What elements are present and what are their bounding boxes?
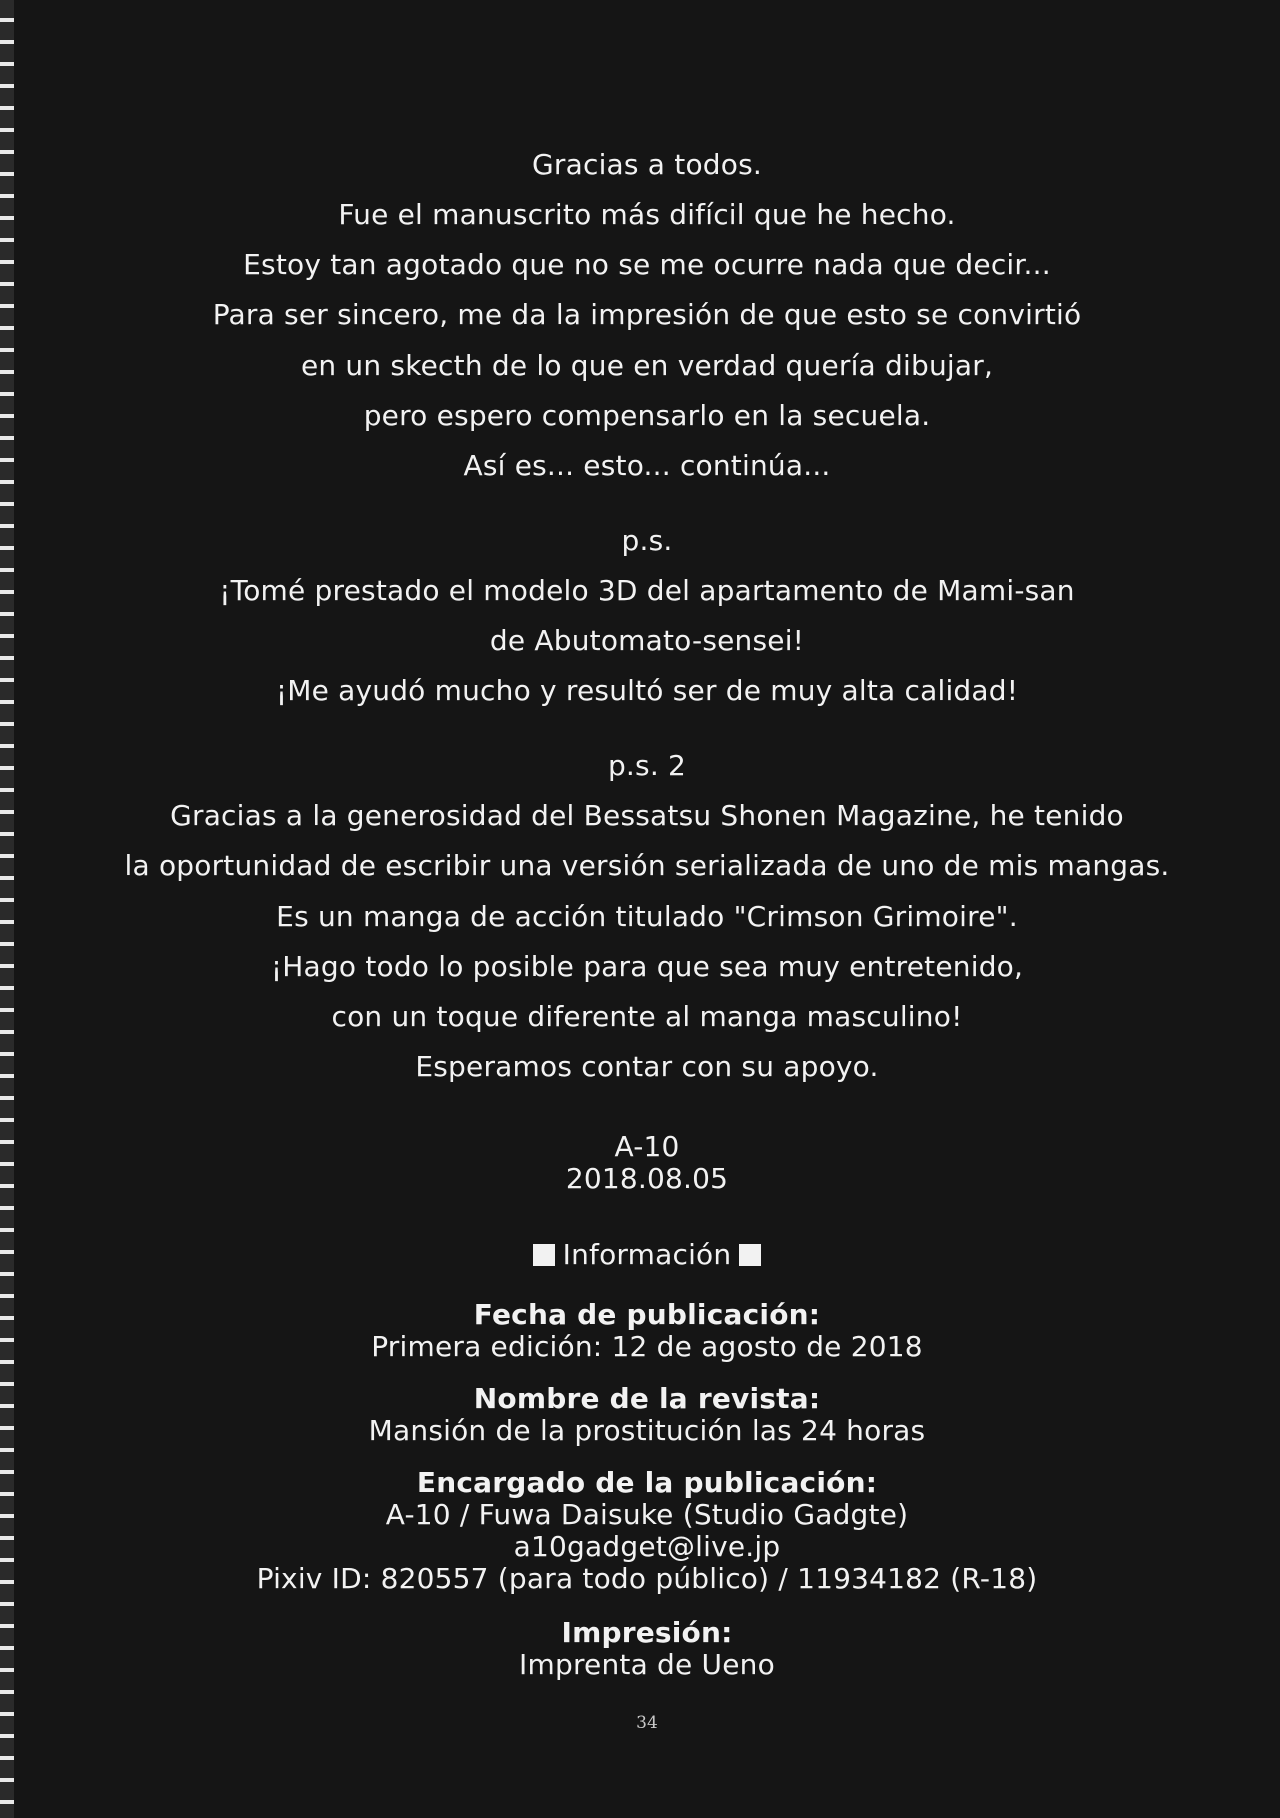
publication-date-label: Fecha de publicación: — [473, 1298, 821, 1331]
info-heading-label: Información — [562, 1238, 732, 1271]
signature-author: A-10 — [614, 1130, 680, 1163]
publisher-value: A-10 / Fuwa Daisuke (Studio Gadgte) — [385, 1498, 909, 1531]
ps-line: ¡Me ayudó mucho y resultó ser de muy alta calidad! — [275, 674, 1019, 707]
ps-heading: p.s. — [621, 524, 673, 557]
ps2-line: Es un manga de acción titulado "Crimson Grimoire". — [276, 900, 1018, 933]
ps2-heading: p.s. 2 — [607, 749, 687, 782]
message-line: Así es... esto... continúa... — [463, 449, 831, 482]
info-heading — [14, 1238, 1280, 1271]
pixiv-id: Pixiv ID: 820557 (para todo público) / 11934182 (R-18) — [256, 1562, 1038, 1595]
ps-line: de Abutomato-sensei! — [489, 624, 805, 657]
page-binding-edge — [0, 0, 14, 1818]
ps2-line: con un toque diferente al manga masculino! — [331, 1000, 963, 1033]
ps2-line: Gracias a la generosidad del Bessatsu Shonen Magazine, he tenido — [170, 799, 1124, 832]
message-line: Fue el manuscrito más difícil que he hecho. — [338, 198, 956, 231]
magazine-label: Nombre de la revista: — [473, 1382, 821, 1415]
message-line: Estoy tan agotado que no se me ocurre nada que decir... — [243, 248, 1051, 281]
printing-value: Imprenta de Ueno — [519, 1648, 775, 1681]
manga-page — [14, 0, 1280, 1818]
page-number: 34 — [636, 1713, 658, 1733]
message-line: pero espero compensarlo en la secuela. — [363, 399, 931, 432]
square-bullet-icon — [739, 1244, 761, 1266]
printing-label: Impresión: — [561, 1616, 733, 1649]
ps-line: ¡Tomé prestado el modelo 3D del apartamento de Mami-san — [219, 574, 1075, 607]
magazine-value: Mansión de la prostitución las 24 horas — [368, 1414, 926, 1447]
message-line: en un skecth de lo que en verdad quería dibujar, — [300, 349, 994, 382]
square-bullet-icon — [533, 1244, 555, 1266]
ps2-line: la oportunidad de escribir una versión serializada de uno de mis mangas. — [124, 849, 1170, 882]
publisher-label: Encargado de la publicación: — [416, 1466, 878, 1499]
publisher-email: a10gadget@live.jp — [513, 1530, 781, 1563]
ps2-line: ¡Hago todo lo posible para que sea muy entretenido, — [270, 950, 1024, 983]
ps2-line: Esperamos contar con su apoyo. — [415, 1050, 879, 1083]
message-line: Gracias a todos. — [532, 148, 762, 181]
message-line: Para ser sincero, me da la impresión de que esto se convirtió — [212, 298, 1082, 331]
signature-date: 2018.08.05 — [565, 1162, 729, 1195]
publication-date-value: Primera edición: 12 de agosto de 2018 — [371, 1330, 923, 1363]
